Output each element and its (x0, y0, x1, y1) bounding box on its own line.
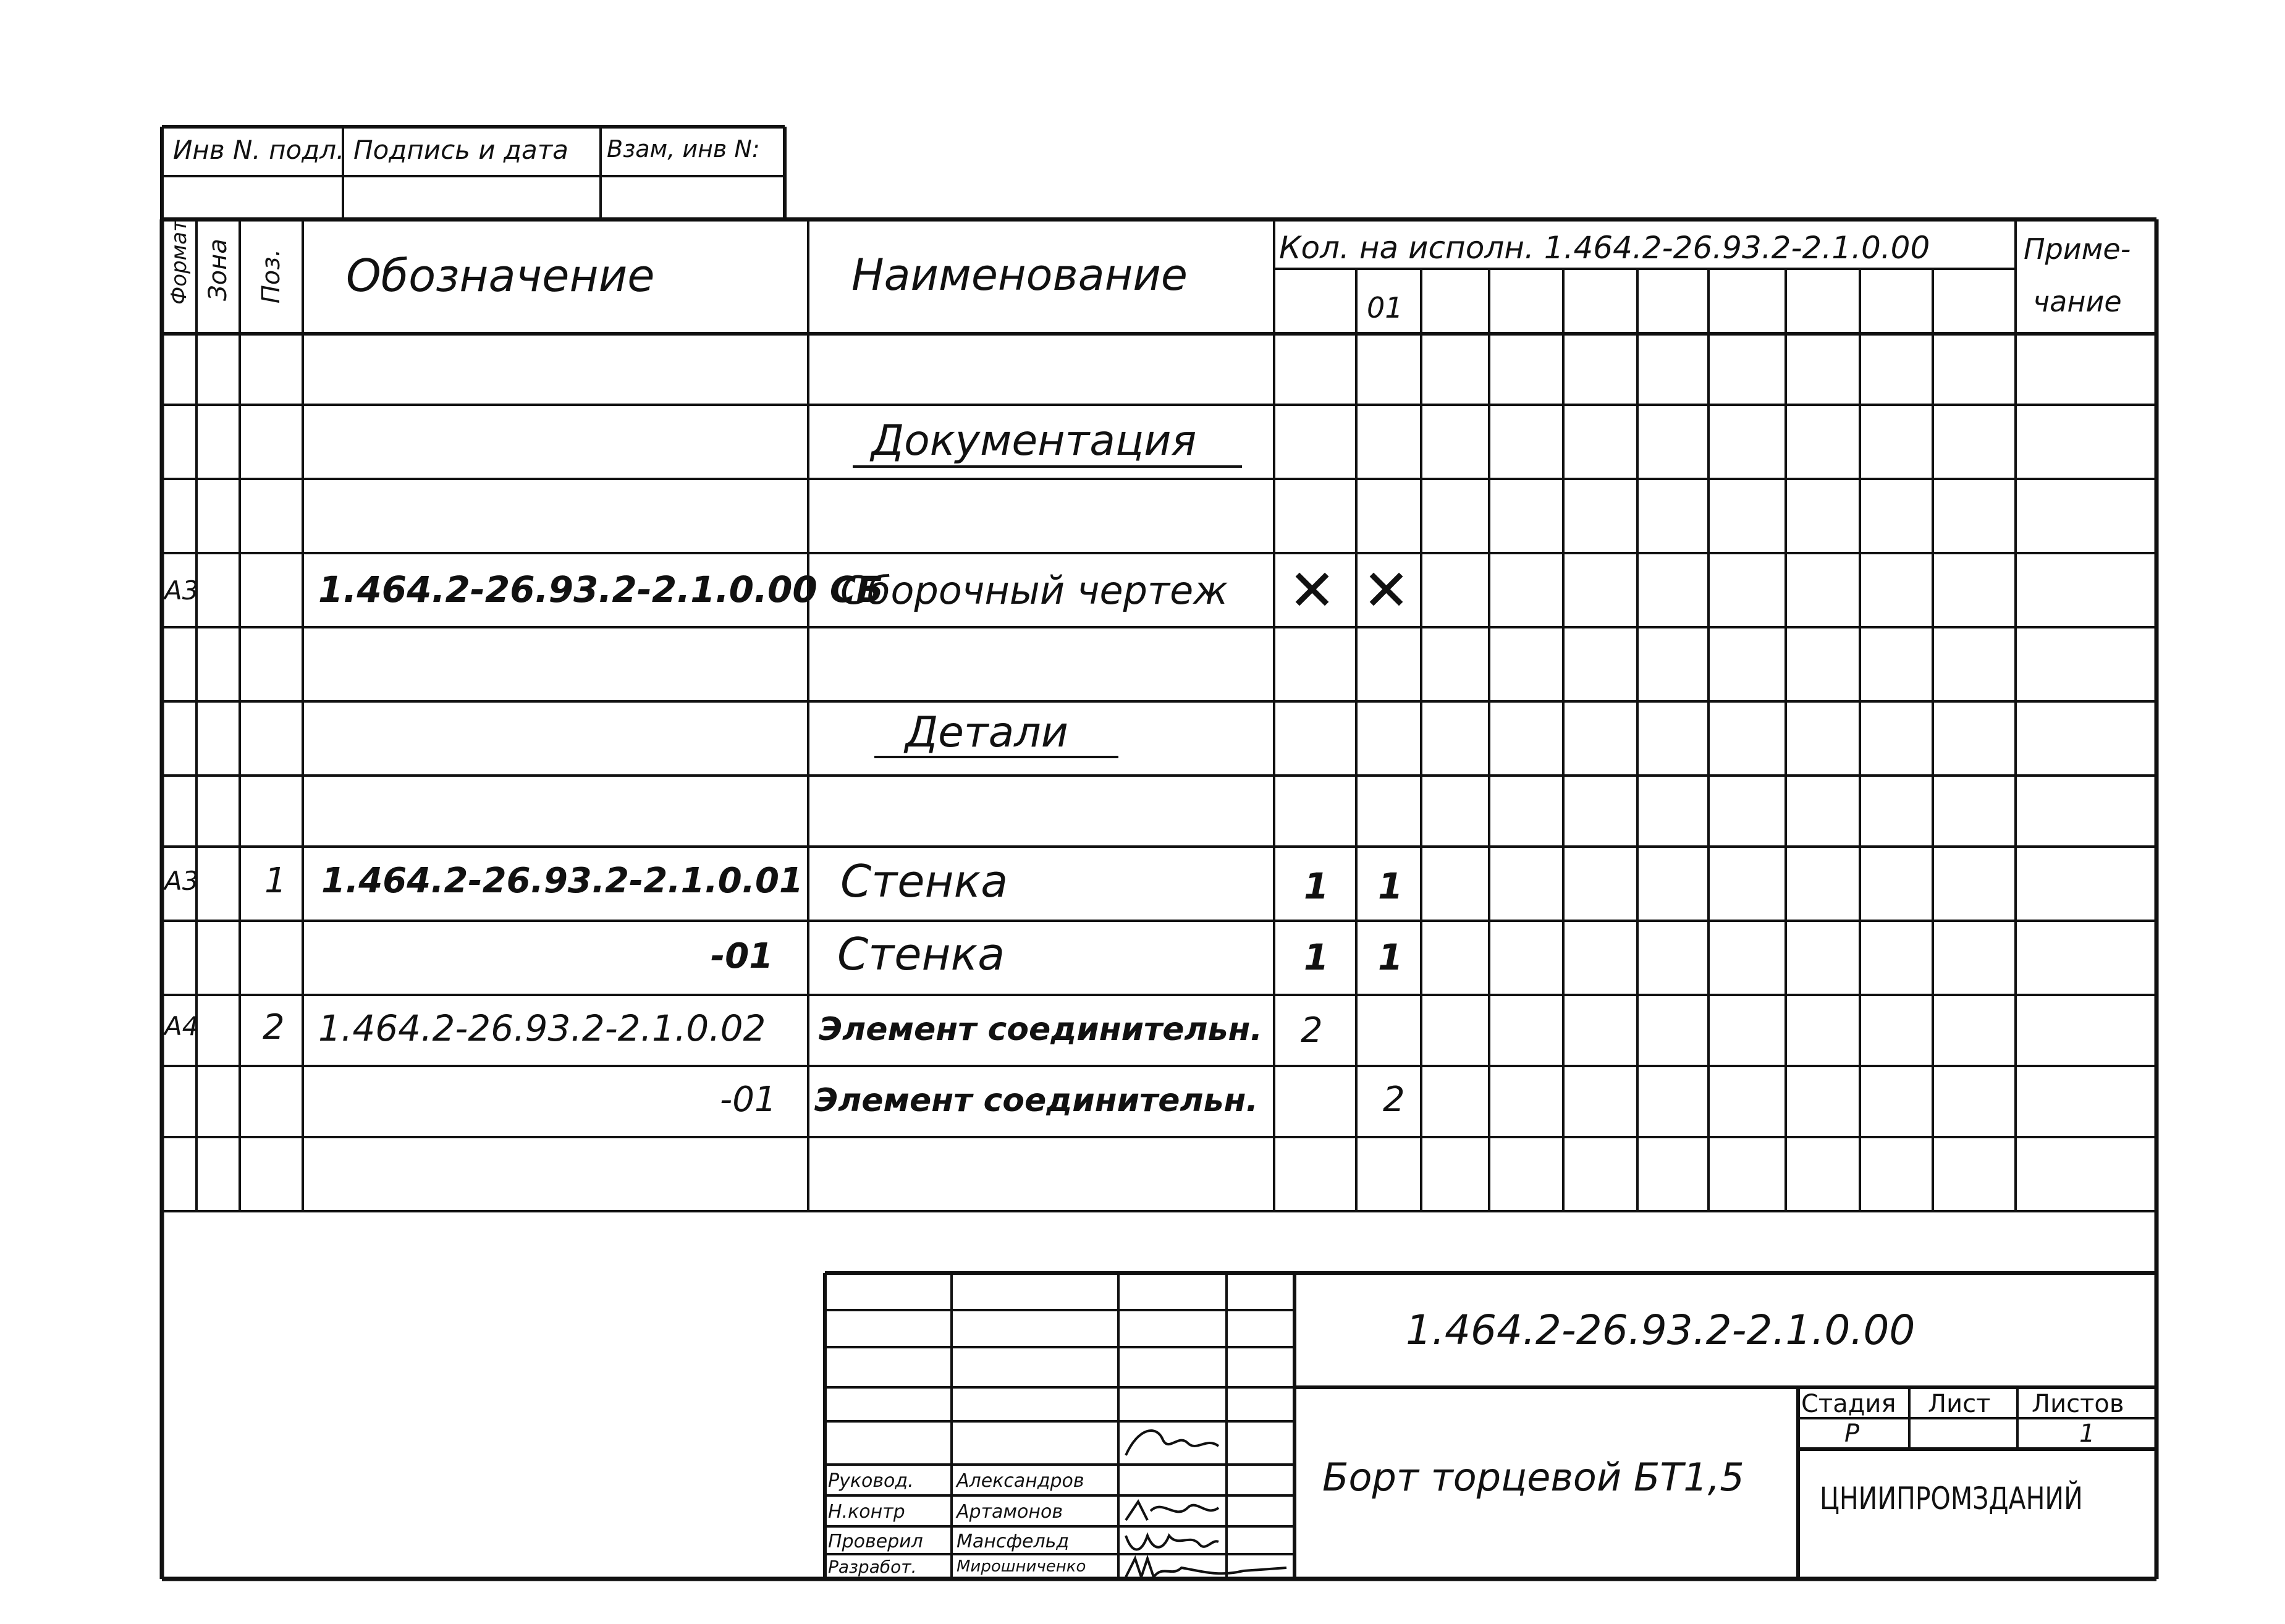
signer-role: Руковод. (828, 1470, 914, 1492)
section-documentation: Документация (871, 417, 1197, 465)
title-block-name: Борт торцевой БТ1,5 (1322, 1455, 1744, 1500)
header-primechanie-2: чание (2033, 285, 2122, 318)
row-oboznachenie: 1.464.2-26.93.2-2.1.0.02 (318, 1007, 766, 1049)
stage-label: Стадия (1801, 1390, 1896, 1418)
organization: ЦНИИПРОМЗДАНИЙ (1820, 1481, 2083, 1516)
row-qty-00: 1 (1304, 865, 1329, 907)
row-qty-01: 2 (1383, 1080, 1405, 1120)
signer-role: Проверил (828, 1531, 923, 1552)
row-format: А4 (164, 1011, 199, 1041)
stamp-podpis-data-label: Подпись и дата (353, 135, 568, 165)
row-oboznachenie: -01 (711, 936, 774, 976)
sheets-value: 1 (2079, 1419, 2095, 1448)
row-format: А3 (164, 575, 199, 606)
header-format: Формат (167, 219, 192, 305)
row-qty-01: 1 (1378, 936, 1403, 978)
stage-value: Р (1844, 1419, 1860, 1448)
header-naimenovanie: Наименование (851, 250, 1188, 300)
row-naimenovanie: Элемент соединительн. (819, 1011, 1263, 1048)
title-block-designation: 1.464.2-26.93.2-2.1.0.00 (1406, 1306, 1915, 1354)
header-oboznachenie: Обозначение (346, 250, 655, 302)
signer-name: Артамонов (957, 1501, 1063, 1523)
signer-role: Разработ. (828, 1557, 917, 1577)
row-naimenovanie: Стенка (840, 855, 1008, 907)
sheets-label: Листов (2032, 1390, 2124, 1418)
stamp-vzam-inv-label: Взам, инв N: (607, 135, 760, 163)
signer-name: Мирошниченко (957, 1557, 1086, 1576)
header-poz: Поз. (257, 248, 285, 304)
row-naimenovanie: Элемент соединительн. (814, 1082, 1259, 1119)
row-qty-00: 1 (1304, 936, 1329, 978)
row-poz: 1 (264, 861, 287, 901)
row-qty-01: ✕ (1362, 557, 1411, 624)
header-col-01: 01 (1367, 291, 1403, 324)
header-primechanie-1: Приме- (2024, 232, 2131, 266)
row-naimenovanie: Стенка (837, 928, 1005, 980)
signature-rukovod (1120, 1421, 1225, 1465)
signature-razrabot (1120, 1552, 1293, 1583)
row-oboznachenie: 1.464.2-26.93.2-2.1.0.00 СБ (318, 569, 884, 611)
row-format: А3 (164, 866, 199, 896)
signer-name: Александров (957, 1470, 1084, 1492)
row-qty-00: 2 (1301, 1010, 1323, 1051)
row-qty-00: ✕ (1288, 557, 1337, 624)
row-poz: 2 (263, 1007, 285, 1047)
signature-n-kontr (1120, 1495, 1225, 1526)
stamp-inv-podl-label: Инв N. подл. (173, 135, 345, 165)
sheet-label: Лист (1928, 1390, 1991, 1418)
row-qty-01: 1 (1378, 865, 1403, 907)
signer-name: Мансфельд (957, 1531, 1070, 1552)
row-oboznachenie: -01 (720, 1080, 777, 1120)
row-naimenovanie: Сборочный чертеж (840, 568, 1228, 613)
section-details: Детали (905, 708, 1068, 757)
header-kol-na-ispoln: Кол. на исполн. 1.464.2-26.93.2-2.1.0.00 (1279, 230, 1930, 266)
signer-role: Н.контр (828, 1501, 905, 1523)
header-zona: Зона (204, 239, 232, 301)
row-oboznachenie: 1.464.2-26.93.2-2.1.0.01 (321, 861, 803, 901)
